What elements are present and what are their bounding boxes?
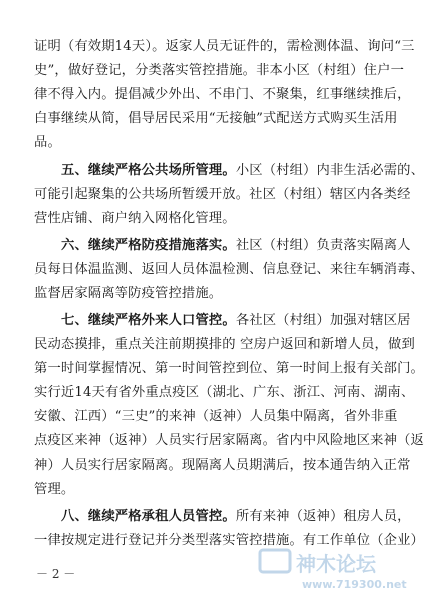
- text-line: 安徽、江西）“三史”的来神（返神）人员集中隔离，省外非重: [34, 409, 398, 425]
- text-line: 所有来神（返神）租房人员，: [235, 509, 411, 524]
- text-line: 管理。: [34, 481, 75, 497]
- section-five: [34, 159, 424, 231]
- text-line: 品。: [34, 135, 61, 151]
- text-line: 监督居家隔离等防疫管控措施。: [34, 286, 223, 302]
- text-line: 社区（村组）负责落实隔离人: [235, 238, 411, 253]
- text-line: 史”，做好登记，分类落实管控措施。非本小区（村组）住户一: [34, 63, 405, 79]
- section-heading: 五、继续严格公共场所管理。: [61, 163, 236, 178]
- text-line: 律不得入内。提倡减少外出、不串门、不聚集，红事继续推后，: [34, 87, 411, 103]
- page-number: － 2 －: [36, 567, 76, 581]
- section-heading: 八、继续严格承租人员管控。: [61, 509, 236, 524]
- text-line: 民动态摸排，重点关注前期摸排的 空房户返回和新增人员，做到: [34, 337, 415, 353]
- text-line: 证明（有效期14天）。返家人员无证件的，需检测体温、询问“三: [34, 39, 415, 54]
- watermark-logo: [256, 544, 406, 594]
- text-line: 点疫区来神（返神）人员实行居家隔离。省内中风险地区来神（返: [34, 433, 424, 449]
- svg-text:神木论坛: 神木论坛: [296, 552, 376, 576]
- text-line: 神）人员实行居家隔离。现隔离人员期满后，按本通告纳入正常: [34, 457, 411, 473]
- paragraph-continuation: [34, 35, 415, 155]
- text-line: 员每日体温监测、返回人员体温检测、信息登记、来往车辆消毒、: [34, 262, 424, 278]
- section-seven: [34, 309, 424, 502]
- text-line: 第一时间掌握情况、第一时间管控到位、第一时间上报有关部门。: [34, 361, 424, 377]
- text-line: 各社区（村组）加强对辖区居: [235, 313, 411, 328]
- text-line: 一律按规定进行登记并分类型落实管控措施。有工作单位（企业）: [34, 533, 424, 549]
- text-line: 营性店铺、商户纳入网格化管理。: [34, 211, 236, 227]
- section-heading: 七、继续严格外来人口管控。: [61, 313, 236, 328]
- text-line: 白事继续从简，倡导居民采用“无接触”式配送方式购买生活用: [34, 111, 398, 127]
- section-six: [34, 234, 424, 306]
- section-heading: 六、继续严格防疫措施落实。: [61, 238, 236, 253]
- text-line: 小区（村组）内非生活必需的、: [235, 163, 424, 178]
- svg-text:www.719300.net: www.719300.net: [302, 578, 407, 591]
- text-line: 实行近14天有省外重点疫区（湖北、广东、浙江、河南、湖南、: [34, 385, 415, 401]
- text-line: 可能引起聚集的公共场所暂缓开放。社区（村组）辖区内各类经: [34, 187, 411, 203]
